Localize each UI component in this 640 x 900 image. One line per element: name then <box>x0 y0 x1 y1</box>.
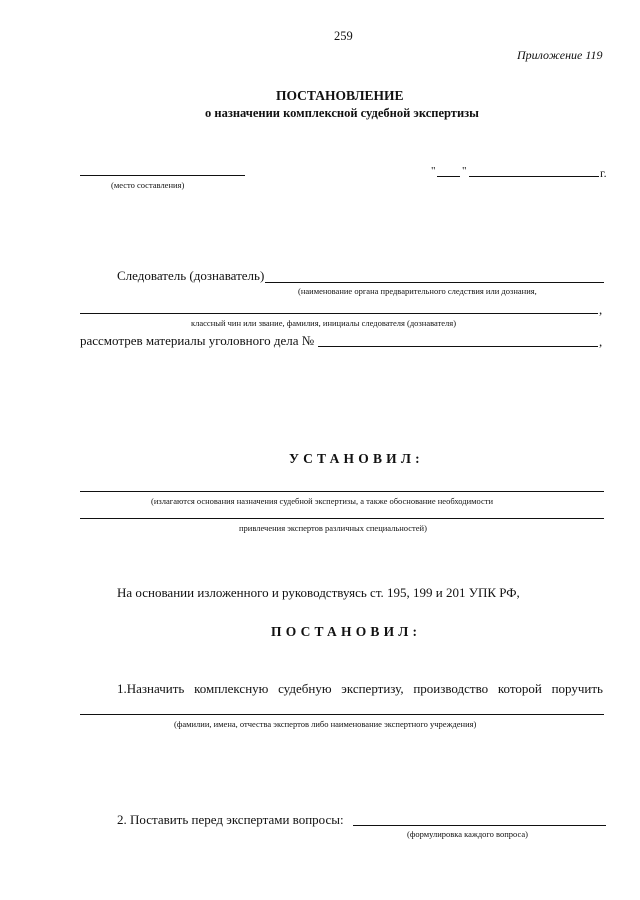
established-caption-2: привлечения экспертов различных специальностей) <box>239 523 427 533</box>
item1-caption: (фамилии, имена, отчества экспертов либо наименование экспертного учреждения) <box>174 719 477 729</box>
document-subtitle: о назначении комплексной судебной экспертизы <box>205 106 479 120</box>
place-caption: (место составления) <box>111 180 185 190</box>
item1-word: поручить <box>551 681 603 696</box>
resolved-heading: ПОСТАНОВИЛ: <box>271 624 422 639</box>
document-title: ПОСТАНОВЛЕНИЕ <box>276 88 404 103</box>
date-day-line[interactable] <box>437 176 460 177</box>
place-line[interactable] <box>80 175 245 176</box>
date-month-year-line[interactable] <box>469 176 599 177</box>
case-comma: , <box>599 334 603 349</box>
item1-word: которой <box>497 681 542 696</box>
established-caption-1: (излагаются основания назначения судебной экспертизы, а также обоснование необходимости <box>151 496 494 506</box>
item1-word: судебную <box>278 681 332 696</box>
investigator-line-comma: , <box>599 302 603 317</box>
case-label: рассмотрев материалы уголовного дела № <box>80 333 315 348</box>
item1-text <box>117 681 603 697</box>
year-suffix: г. <box>600 166 607 180</box>
investigator-person-caption: классный чин или звание, фамилия, инициалы следователя (дознавателя) <box>191 318 457 328</box>
item1-word: экспертизу, <box>341 681 404 696</box>
item2-label: 2. Поставить перед экспертами вопросы: <box>117 812 344 827</box>
page-number: 259 <box>334 29 353 43</box>
date-quote-close: " <box>462 165 467 177</box>
item2-caption: (формулировка каждого вопроса) <box>407 829 528 839</box>
investigator-label: Следователь (дознаватель) <box>117 268 265 283</box>
investigator-person-line[interactable] <box>80 313 598 314</box>
established-heading: УСТАНОВИЛ: <box>289 451 424 466</box>
item1-word: комплексную <box>194 681 269 696</box>
investigator-organ-caption: (наименование органа предварительного следствия или дознания, <box>298 286 537 296</box>
appendix-label: Приложение 119 <box>517 48 603 62</box>
item1-expert-line[interactable] <box>80 714 604 715</box>
established-line-1[interactable] <box>80 491 604 492</box>
item1-word: производство <box>413 681 489 696</box>
date-quote-open: " <box>431 165 436 177</box>
basis-text: На основании изложенного и руководствуясь ст. 195, 199 и 201 УПК РФ, <box>117 585 520 600</box>
item2-questions-line[interactable] <box>353 825 606 826</box>
established-line-2[interactable] <box>80 518 604 519</box>
item1-word: 1.Назначить <box>117 681 185 696</box>
investigator-organ-line[interactable] <box>265 282 604 283</box>
case-number-line[interactable] <box>318 346 598 347</box>
